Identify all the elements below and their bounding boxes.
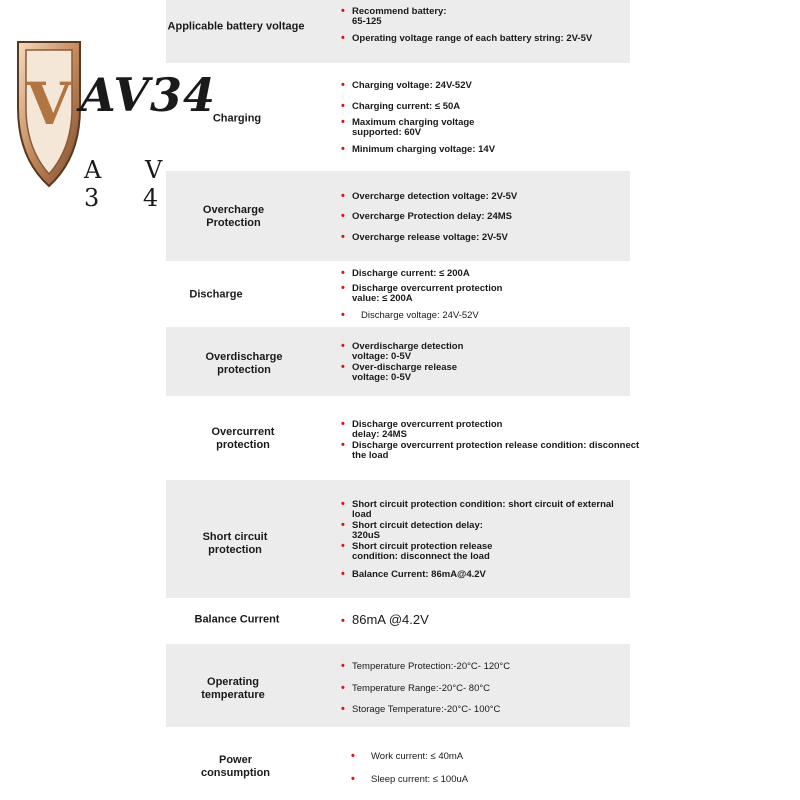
- bullet-icon: •: [341, 568, 345, 580]
- bullet-icon: •: [341, 190, 345, 202]
- spec-item: • Balance Current: 86mA@4.2V: [341, 568, 486, 580]
- bullet-icon: •: [341, 143, 345, 155]
- spec-row-overcharge: [166, 171, 630, 261]
- spec-row-overcurrent: [166, 396, 640, 480]
- bullet-icon: •: [341, 282, 345, 294]
- row-label: Discharge: [189, 288, 243, 301]
- row-label: Overcurrent protection: [211, 426, 275, 451]
- spec-item: • 86mA @4.2V: [341, 612, 429, 627]
- spec-row-short-circuit: [166, 480, 630, 598]
- bullet-icon: •: [341, 267, 345, 279]
- row-label: Charging: [212, 112, 262, 125]
- spec-item: • Overcharge release voltage: 2V-5V: [341, 231, 508, 243]
- spec-item: • Temperature Range:-20°C- 80°C: [341, 682, 491, 694]
- bullet-icon: •: [341, 100, 345, 112]
- bullet-icon: •: [341, 231, 345, 243]
- spec-item: • Overcharge detection voltage: 2V-5V: [341, 190, 518, 202]
- brand-text: AV34: [80, 68, 217, 122]
- row-label: Power consumption: [200, 754, 271, 779]
- spec-item: • Discharge voltage: 24V-52V: [341, 309, 479, 321]
- bullet-icon: •: [341, 32, 345, 44]
- spec-row-operating-temperature: [166, 644, 630, 727]
- spec-row-overdischarge: [166, 327, 630, 396]
- row-label: Overcharge Protection: [202, 204, 265, 229]
- spec-item: • Short circuit detection delay: 320uS: [341, 519, 483, 541]
- spec-row-power-consumption: [166, 727, 630, 800]
- bullet-icon: •: [341, 5, 345, 17]
- spec-item: • Operating voltage range of each battery string: 2V-5V: [341, 32, 593, 44]
- spec-row-discharge: [166, 261, 630, 327]
- brand-subtext: A V 3 4: [84, 156, 181, 212]
- spec-item: • Sleep current: ≤ 100uA: [351, 773, 469, 785]
- bullet-icon: •: [341, 498, 345, 510]
- shield-icon: [14, 38, 84, 188]
- bullet-icon: •: [341, 309, 345, 321]
- bullet-icon: •: [341, 79, 345, 91]
- row-label: Short circuit protection: [202, 531, 268, 556]
- bullet-icon: •: [341, 210, 345, 222]
- watermark-logo: [14, 38, 217, 212]
- row-label: Applicable battery voltage: [167, 20, 305, 33]
- bullet-icon: •: [341, 340, 345, 352]
- spec-row-balance-current: [166, 598, 630, 644]
- spec-item: • Storage Temperature:-20°C- 100°C: [341, 703, 501, 715]
- spec-item: • Recommend battery: 65-125: [341, 5, 447, 27]
- spec-item: • Minimum charging voltage: 14V: [341, 143, 496, 155]
- spec-item: • Discharge overcurrent protection release condition: disconnect the load: [341, 439, 640, 461]
- bullet-icon: •: [341, 439, 345, 451]
- bullet-icon: •: [341, 703, 345, 715]
- bullet-icon: •: [341, 540, 345, 552]
- svg-text:V: V: [26, 70, 72, 138]
- spec-item: • Temperature Protection:-20°C- 120°C: [341, 660, 511, 672]
- bullet-icon: •: [341, 660, 345, 672]
- row-label: Operating temperature: [201, 676, 265, 701]
- spec-item: • Maximum charging voltage supported: 60V: [341, 116, 475, 138]
- spec-row-charging: [166, 63, 630, 171]
- bullet-icon: •: [341, 418, 345, 430]
- bullet-icon: •: [341, 615, 345, 627]
- bullet-icon: •: [351, 750, 355, 762]
- spec-item: • Charging current: ≤ 50A: [341, 100, 461, 112]
- bullet-icon: •: [351, 773, 355, 785]
- spec-item: • Short circuit protection condition: short circuit of external load: [341, 498, 614, 520]
- spec-item: • Discharge current: ≤ 200A: [341, 267, 470, 279]
- bullet-icon: •: [341, 361, 345, 373]
- spec-item: • Charging voltage: 24V-52V: [341, 79, 472, 91]
- bullet-icon: •: [341, 519, 345, 531]
- bullet-icon: •: [341, 682, 345, 694]
- bullet-icon: •: [341, 116, 345, 128]
- spec-item: • Discharge overcurrent protection value: ≤ 200A: [341, 282, 503, 304]
- spec-item: • Overdischarge detection voltage: 0-5V: [341, 340, 464, 362]
- row-label: Overdischarge protection: [205, 351, 283, 376]
- spec-item: • Overcharge Protection delay: 24MS: [341, 210, 512, 222]
- row-label: Balance Current: [194, 613, 280, 626]
- spec-item: • Discharge overcurrent protection delay: 24MS: [341, 418, 503, 440]
- spec-item: • Short circuit protection release condition: disconnect the load: [341, 540, 493, 562]
- spec-item: • Work current: ≤ 40mA: [351, 750, 464, 762]
- spec-item: • Over-discharge release voltage: 0-5V: [341, 361, 458, 383]
- spec-row-battery-voltage: [166, 0, 630, 63]
